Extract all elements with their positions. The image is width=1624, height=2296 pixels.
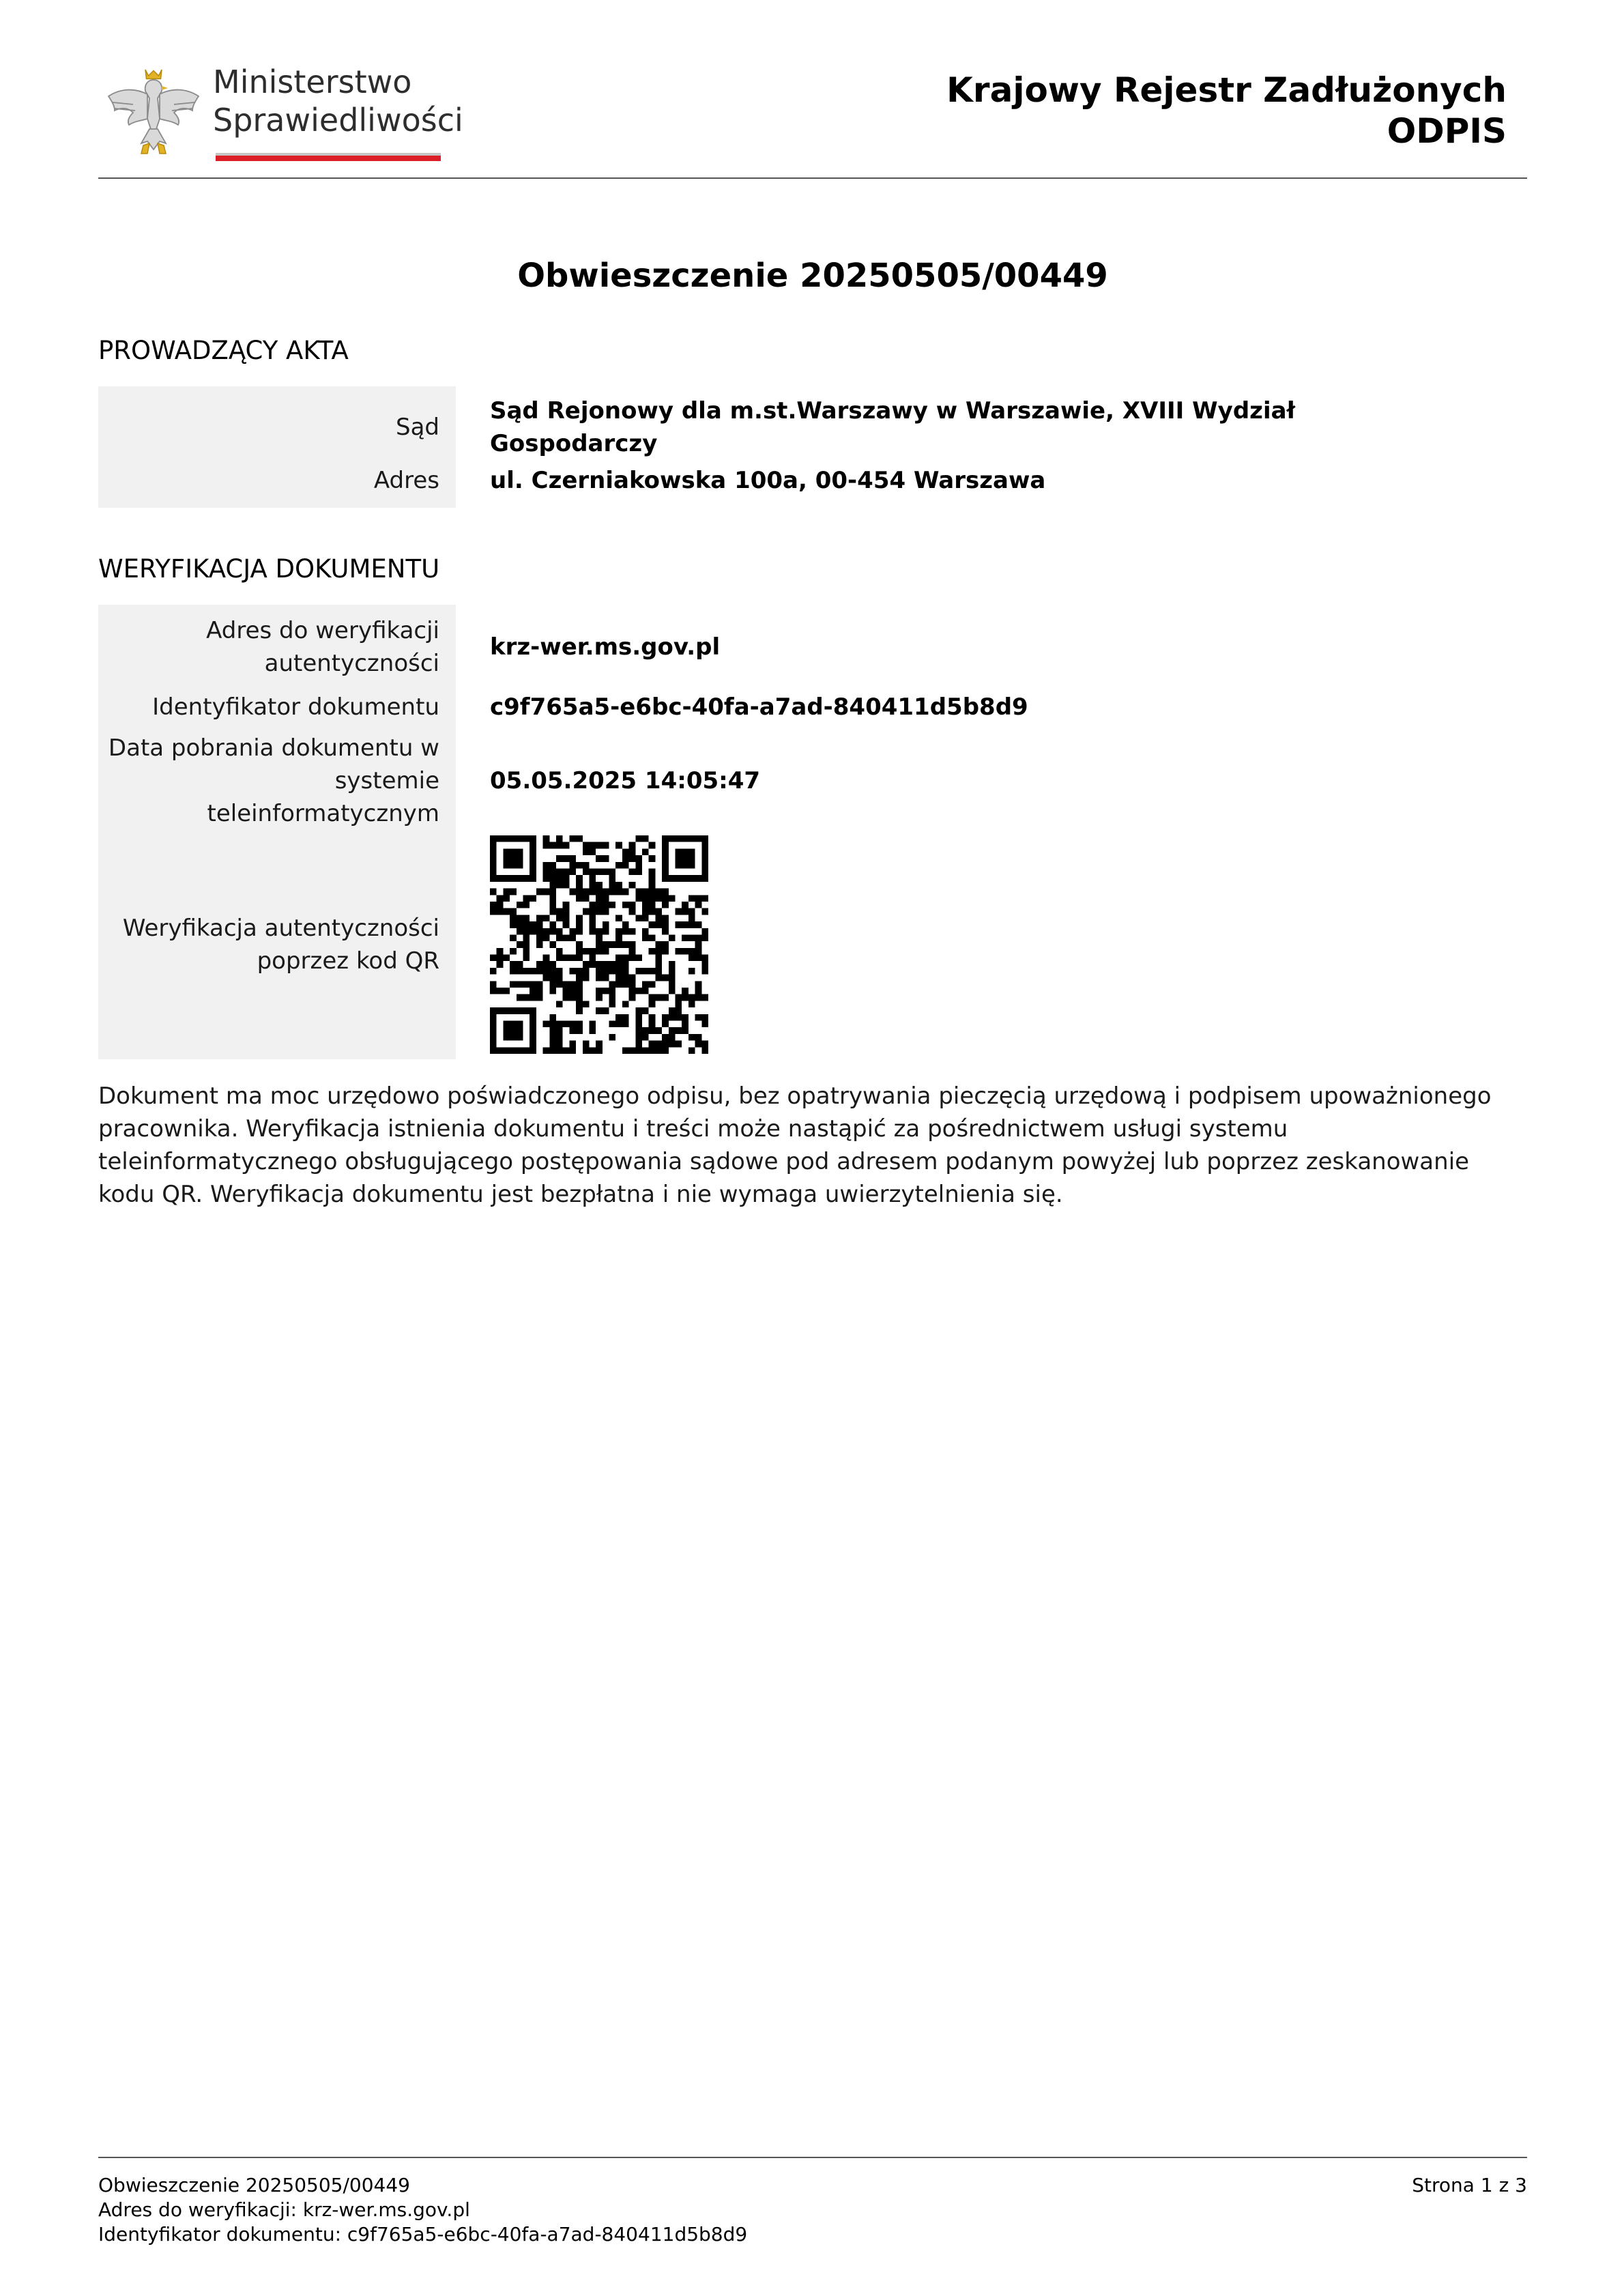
document-type: ODPIS <box>1387 111 1507 151</box>
verification-url: krz-wer.ms.gov.pl <box>490 633 721 661</box>
row-label: Weryfikacja autentyczności poprzez kod QR <box>98 830 456 1059</box>
row-label: Data pobrania dokumentu w systemie teleinformatycznym <box>98 732 456 830</box>
footer-title: Obwieszczenie 20250505/00449 <box>98 2174 410 2196</box>
ministry-flag-bar <box>216 153 441 161</box>
document-id: c9f765a5-e6bc-40fa-a7ad-840411d5b8d9 <box>490 693 1028 721</box>
row-value: ul. Czerniakowska 100a, 00-454 Warszawa <box>490 467 1046 494</box>
qr-cell <box>456 830 1429 1059</box>
footer-verification-url: Adres do weryfikacji: krz-wer.ms.gov.pl <box>98 2198 470 2221</box>
ministry-name <box>213 63 463 139</box>
qr-code-icon <box>490 835 708 1054</box>
row-label: Adres do weryfikacji autentyczności <box>98 605 456 683</box>
table-row <box>98 460 1429 508</box>
court-info-table <box>98 386 1429 508</box>
document-title: Obwieszczenie 20250505/00449 <box>517 257 1108 295</box>
section-heading-weryfikacja: WERYFIKACJA DOKUMENTU <box>98 554 440 584</box>
page-header <box>98 49 1527 179</box>
table-row <box>98 605 1429 683</box>
table-row <box>98 830 1429 1059</box>
row-value: Sąd Rejonowy dla m.st.Warszawy w Warszawie, XVIII Wydział Gospodarczy <box>490 397 1296 457</box>
verification-table <box>98 605 1429 1059</box>
row-label: Adres <box>98 460 456 508</box>
page-footer <box>98 2157 1527 2247</box>
download-datetime: 05.05.2025 14:05:47 <box>490 767 761 794</box>
ministry-name-line2: Sprawiedliwości <box>213 102 463 139</box>
row-label: Identyfikator dokumentu <box>98 683 456 732</box>
table-row <box>98 386 1429 460</box>
footer-info <box>98 2173 747 2247</box>
polish-eagle-emblem-icon <box>102 57 205 160</box>
table-row <box>98 732 1429 830</box>
row-label: Sąd <box>98 386 456 460</box>
register-title <box>946 70 1507 152</box>
footer-document-id: Identyfikator dokumentu: c9f765a5-e6bc-40fa-a7ad-840411d5b8d9 <box>98 2223 748 2245</box>
ministry-logo <box>102 53 463 162</box>
legal-note: Dokument ma moc urzędowo poświadczonego odpisu, bez opatrywania pieczęcią urzędową i podpisem upoważnionego pracownika. Weryfikacja istnienia dokumentu i treści może nastąpić za pośrednictwem usługi systemu teleinformatycznego obsługującego postępowania sądowe pod adresem podanym powyżej lub poprzez zeskanowanie kodu QR. Weryfikacja dokumentu jest bezpłatna i nie wymaga uwierzytelnienia się. <box>98 1082 1492 1208</box>
page-number: Strona 1 z 3 <box>1412 2174 1527 2196</box>
register-name: Krajowy Rejestr Zadłużonych <box>946 70 1507 110</box>
ministry-name-line1: Ministerstwo <box>213 63 412 100</box>
section-heading-prowadzacy: PROWADZĄCY AKTA <box>98 336 349 365</box>
table-row <box>98 683 1429 732</box>
